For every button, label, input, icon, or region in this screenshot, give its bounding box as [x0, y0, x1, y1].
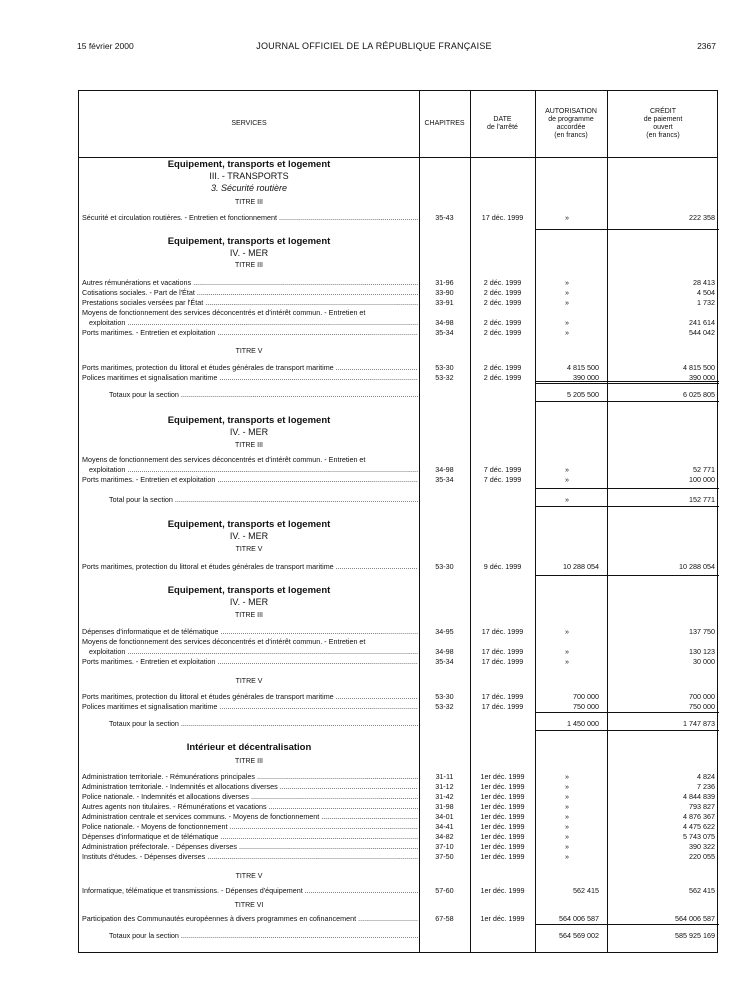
row-autorisation: »: [565, 822, 569, 831]
row-autorisation: »: [565, 328, 569, 337]
row-date: 7 déc. 1999: [483, 465, 522, 474]
section-rule: [535, 401, 719, 402]
table-row: [79, 363, 717, 373]
row-credit: 544 042: [689, 328, 715, 337]
page-number: 2367: [697, 41, 716, 51]
total-rule: [607, 712, 719, 713]
row-autorisation: »: [565, 288, 569, 297]
row-label: Informatique, télématique et transmissions. - Dépenses d'équipement .....: [82, 886, 418, 896]
row-date: 9 déc. 1999: [483, 562, 522, 571]
row-autorisation: »: [565, 278, 569, 287]
row-date: 17 déc. 1999: [481, 692, 524, 701]
section-rule: [535, 381, 719, 382]
row-date: 2 déc. 1999: [483, 373, 522, 382]
table-row: [79, 914, 717, 924]
row-label: Autres rémunérations et vacations .....: [82, 278, 418, 288]
row-date: 2 déc. 1999: [483, 278, 522, 287]
row-credit: 220 055: [689, 852, 715, 861]
row-autorisation: »: [565, 475, 569, 484]
table-row: [79, 213, 717, 223]
row-credit: 1 732: [697, 298, 715, 307]
row-autorisation: »: [565, 627, 569, 636]
row-chapitre: 31-11: [435, 772, 454, 781]
row-date: 2 déc. 1999: [483, 328, 522, 337]
row-label: Polices maritimes et signalisation maritime .....: [82, 373, 418, 383]
row-credit: 750 000: [689, 702, 715, 711]
table-row: [79, 822, 717, 832]
row-date: 1er déc. 1999: [480, 772, 525, 781]
row-autorisation: »: [565, 465, 569, 474]
header-rule: [79, 157, 717, 158]
row-chapitre: 31-42: [435, 792, 454, 801]
row-credit: 562 415: [689, 886, 715, 895]
titre-heading: TITRE V: [235, 546, 263, 553]
section-subtitle: 3. Sécurité routière: [210, 183, 288, 193]
titre-heading: TITRE III: [235, 758, 263, 765]
row-chapitre: 53-32: [435, 702, 454, 711]
total-rule: [535, 924, 607, 925]
row-credit: 137 750: [689, 627, 715, 636]
row-date: 17 déc. 1999: [481, 213, 524, 222]
row-autorisation: 4 815 500: [567, 363, 599, 372]
row-chapitre: 31-96: [435, 278, 454, 287]
section-rule: [535, 730, 719, 731]
row-date: 17 déc. 1999: [481, 702, 524, 711]
row-credit: 4 475 622: [683, 822, 715, 831]
row-date: 17 déc. 1999: [481, 627, 524, 636]
row-autorisation: 750 000: [573, 702, 599, 711]
row-autorisation: 700 000: [573, 692, 599, 701]
total-label: Totaux pour la section .....: [109, 931, 418, 941]
row-label: Dépenses d'informatique et de télématique .....: [82, 832, 418, 842]
titre-heading: TITRE III: [235, 442, 263, 449]
row-date: 17 déc. 1999: [481, 647, 524, 656]
row-date: 2 déc. 1999: [483, 288, 522, 297]
row-label-cont: exploitation .....: [89, 647, 418, 657]
table-row: [79, 812, 717, 822]
row-label: Administration territoriale. - Indemnités et allocations diverses .....: [82, 782, 418, 792]
titre-heading: TITRE III: [235, 262, 263, 269]
col-header-date: DATE de l'arrêté: [487, 116, 518, 131]
total-credit: 585 925 169: [675, 931, 715, 940]
row-autorisation: »: [565, 782, 569, 791]
total-autorisation: 564 569 002: [559, 931, 599, 940]
row-autorisation: »: [565, 298, 569, 307]
section-title: Equipement, transports et logement: [167, 236, 331, 247]
total-autorisation: »: [565, 495, 569, 504]
row-chapitre: 53-30: [435, 562, 454, 571]
row-label: Moyens de fonctionnement des services déconcentrés et d'intérêt commun. - Entretien et: [82, 637, 366, 646]
row-label: Administration territoriale. - Rémunérations principales .....: [82, 772, 418, 782]
row-label: Autres agents non titulaires. - Rémunérations et vacations .....: [82, 802, 418, 812]
table-row: [79, 475, 717, 485]
total-rule: [535, 488, 607, 489]
row-credit: 52 771: [693, 465, 715, 474]
row-autorisation: 564 006 587: [559, 914, 599, 923]
journal-title: JOURNAL OFFICIEL DE LA RÉPUBLIQUE FRANÇAISE: [256, 41, 492, 51]
section-subtitle: IV. - MER: [229, 597, 269, 607]
total-label: Totaux pour la section .....: [109, 719, 418, 729]
section-title: Equipement, transports et logement: [167, 519, 331, 530]
row-label: Dépenses d'informatique et de télématique .....: [82, 627, 418, 637]
row-date: 1er déc. 1999: [480, 886, 525, 895]
table-row: [79, 782, 717, 792]
row-credit: 4 844 839: [683, 792, 715, 801]
row-label: Sécurité et circulation routières. - Entretien et fonctionnement .....: [82, 213, 418, 223]
total-row: [79, 931, 717, 941]
col-header-credit: CRÉDIT de paiement ouvert (en francs): [643, 108, 683, 139]
row-autorisation: »: [565, 772, 569, 781]
row-autorisation: »: [565, 832, 569, 841]
row-autorisation: »: [565, 647, 569, 656]
row-date: 1er déc. 1999: [480, 842, 525, 851]
row-chapitre: 57-60: [435, 886, 454, 895]
table-row: [79, 278, 717, 288]
row-credit: 130 123: [689, 647, 715, 656]
total-label: Totaux pour la section .....: [109, 390, 418, 400]
table-row: [79, 328, 717, 338]
total-rule: [607, 924, 719, 925]
row-chapitre: 33-90: [435, 288, 454, 297]
row-chapitre: 31-12: [435, 782, 454, 791]
table-row: [79, 852, 717, 862]
section-subtitle: IV. - MER: [229, 427, 269, 437]
row-label: Prestations sociales versées par l'État .....: [82, 298, 418, 308]
section-rule: [535, 506, 719, 507]
table-row: [79, 637, 717, 657]
total-rule: [535, 383, 607, 384]
table-row: [79, 455, 717, 475]
row-autorisation: »: [565, 792, 569, 801]
row-label-cont: exploitation .....: [89, 318, 418, 328]
row-date: 1er déc. 1999: [480, 832, 525, 841]
row-autorisation: »: [565, 842, 569, 851]
row-date: 1er déc. 1999: [480, 802, 525, 811]
row-chapitre: 34-98: [435, 647, 454, 656]
col-header-services: SERVICES: [231, 120, 267, 127]
row-chapitre: 34-95: [435, 627, 454, 636]
titre-heading: TITRE III: [235, 612, 263, 619]
row-label: Ports maritimes. - Entretien et exploitation .....: [82, 475, 418, 485]
row-chapitre: 34-82: [435, 832, 454, 841]
row-chapitre: 35-43: [435, 213, 454, 222]
row-autorisation: »: [565, 318, 569, 327]
table-row: [79, 842, 717, 852]
section-title: Intérieur et décentralisation: [186, 742, 312, 753]
total-credit: 6 025 805: [683, 390, 715, 399]
row-chapitre: 35-34: [435, 475, 454, 484]
row-chapitre: 35-34: [435, 328, 454, 337]
section-rule: [535, 229, 719, 230]
row-credit: 30 000: [693, 657, 715, 666]
row-label: Cotisations sociales. - Part de l'État .....: [82, 288, 418, 298]
section-rule: [535, 575, 719, 576]
col-header-autorisation: AUTORISATION de programme accordée (en francs): [545, 108, 597, 139]
row-autorisation: »: [565, 852, 569, 861]
section-subtitle: IV. - MER: [229, 531, 269, 541]
table-row: [79, 886, 717, 896]
row-credit: 564 006 587: [675, 914, 715, 923]
row-label: Instituts d'études. - Dépenses diverses .....: [82, 852, 418, 862]
total-row: [79, 390, 717, 400]
row-credit: 7 236: [697, 782, 715, 791]
row-label: Police nationale. - Indemnités et allocations diverses .....: [82, 792, 418, 802]
titre-heading: TITRE V: [235, 678, 263, 685]
section-title: Equipement, transports et logement: [167, 159, 331, 170]
table-row: [79, 832, 717, 842]
row-date: 17 déc. 1999: [481, 657, 524, 666]
row-date: 2 déc. 1999: [483, 298, 522, 307]
row-date: 1er déc. 1999: [480, 822, 525, 831]
row-chapitre: 67-58: [435, 914, 454, 923]
row-credit: 4 824: [697, 772, 715, 781]
row-label: Police nationale. - Moyens de fonctionnement .....: [82, 822, 418, 832]
row-label: Administration centrale et services communs. - Moyens de fonctionnement .....: [82, 812, 418, 822]
section-subtitle: IV. - MER: [229, 248, 269, 258]
credits-table: [78, 90, 718, 953]
total-rule: [535, 712, 607, 713]
row-label: Moyens de fonctionnement des services déconcentrés et d'intérêt commun. - Entretien et: [82, 455, 366, 464]
row-credit: 5 743 075: [683, 832, 715, 841]
row-credit: 4 815 500: [683, 363, 715, 372]
table-row: [79, 627, 717, 637]
section-title: Equipement, transports et logement: [167, 585, 331, 596]
row-date: 1er déc. 1999: [480, 914, 525, 923]
row-date: 2 déc. 1999: [483, 363, 522, 372]
row-chapitre: 37-50: [435, 852, 454, 861]
row-chapitre: 53-30: [435, 692, 454, 701]
row-label: Polices maritimes et signalisation maritime .....: [82, 702, 418, 712]
row-chapitre: 34-98: [435, 465, 454, 474]
row-chapitre: 53-32: [435, 373, 454, 382]
row-label: Moyens de fonctionnement des services déconcentrés et d'intérêt commun. - Entretien et: [82, 308, 366, 317]
table-row: [79, 692, 717, 702]
row-credit: 222 358: [689, 213, 715, 222]
row-autorisation: »: [565, 802, 569, 811]
row-autorisation: »: [565, 812, 569, 821]
row-date: 2 déc. 1999: [483, 318, 522, 327]
table-row: [79, 298, 717, 308]
table-row: [79, 772, 717, 782]
row-credit: 390 000: [689, 373, 715, 382]
row-chapitre: 34-01: [435, 812, 454, 821]
row-label: Ports maritimes, protection du littoral et études générales de transport maritime .....: [82, 363, 418, 373]
row-label: Ports maritimes. - Entretien et exploitation .....: [82, 328, 418, 338]
row-label: Administration préfectorale. - Dépenses diverses .....: [82, 842, 418, 852]
row-label: Participation des Communautés européennes à divers programmes en cofinancement .....: [82, 914, 418, 924]
row-chapitre: 37-10: [435, 842, 454, 851]
col-header-chapitres: CHAPITRES: [424, 120, 465, 127]
row-autorisation: »: [565, 657, 569, 666]
row-credit: 4 876 367: [683, 812, 715, 821]
total-rule: [607, 488, 719, 489]
row-label: Ports maritimes, protection du littoral et études générales de transport maritime .....: [82, 692, 418, 702]
row-autorisation: »: [565, 213, 569, 222]
total-row: [79, 495, 717, 505]
total-credit: 1 747 873: [683, 719, 715, 728]
table-row: [79, 802, 717, 812]
row-chapitre: 34-98: [435, 318, 454, 327]
titre-heading: TITRE VI: [234, 902, 264, 909]
titre-heading: TITRE III: [235, 199, 263, 206]
row-date: 1er déc. 1999: [480, 792, 525, 801]
table-row: [79, 702, 717, 712]
row-credit: 10 288 054: [679, 562, 715, 571]
total-row: [79, 719, 717, 729]
row-credit: 390 322: [689, 842, 715, 851]
row-label: Ports maritimes. - Entretien et exploitation .....: [82, 657, 418, 667]
titre-heading: TITRE V: [235, 873, 263, 880]
row-date: 7 déc. 1999: [483, 475, 522, 484]
total-credit: 152 771: [689, 495, 715, 504]
row-autorisation: 390 000: [573, 373, 599, 382]
total-rule: [607, 383, 719, 384]
row-chapitre: 34-41: [435, 822, 454, 831]
row-label-cont: exploitation .....: [89, 465, 418, 475]
row-date: 1er déc. 1999: [480, 812, 525, 821]
section-title: Equipement, transports et logement: [167, 415, 331, 426]
row-autorisation: 562 415: [573, 886, 599, 895]
row-date: 1er déc. 1999: [480, 782, 525, 791]
row-chapitre: 53-30: [435, 363, 454, 372]
row-credit: 700 000: [689, 692, 715, 701]
table-row: [79, 288, 717, 298]
total-autorisation: 5 205 500: [567, 390, 599, 399]
row-credit: 28 413: [693, 278, 715, 287]
total-label: Total pour la section .....: [109, 495, 418, 505]
row-label: Ports maritimes, protection du littoral et études générales de transport maritime .....: [82, 562, 418, 572]
row-date: 1er déc. 1999: [480, 852, 525, 861]
page-date: 15 février 2000: [77, 41, 134, 51]
row-credit: 100 000: [689, 475, 715, 484]
row-credit: 4 504: [697, 288, 715, 297]
table-row: [79, 562, 717, 572]
row-chapitre: 31-98: [435, 802, 454, 811]
table-row: [79, 308, 717, 328]
table-row: [79, 657, 717, 667]
row-autorisation: 10 288 054: [563, 562, 599, 571]
titre-heading: TITRE V: [235, 348, 263, 355]
section-subtitle: III. - TRANSPORTS: [209, 171, 289, 181]
table-row: [79, 792, 717, 802]
row-credit: 241 614: [689, 318, 715, 327]
row-chapitre: 33-91: [435, 298, 454, 307]
total-autorisation: 1 450 000: [567, 719, 599, 728]
row-chapitre: 35-34: [435, 657, 454, 666]
row-credit: 793 827: [689, 802, 715, 811]
